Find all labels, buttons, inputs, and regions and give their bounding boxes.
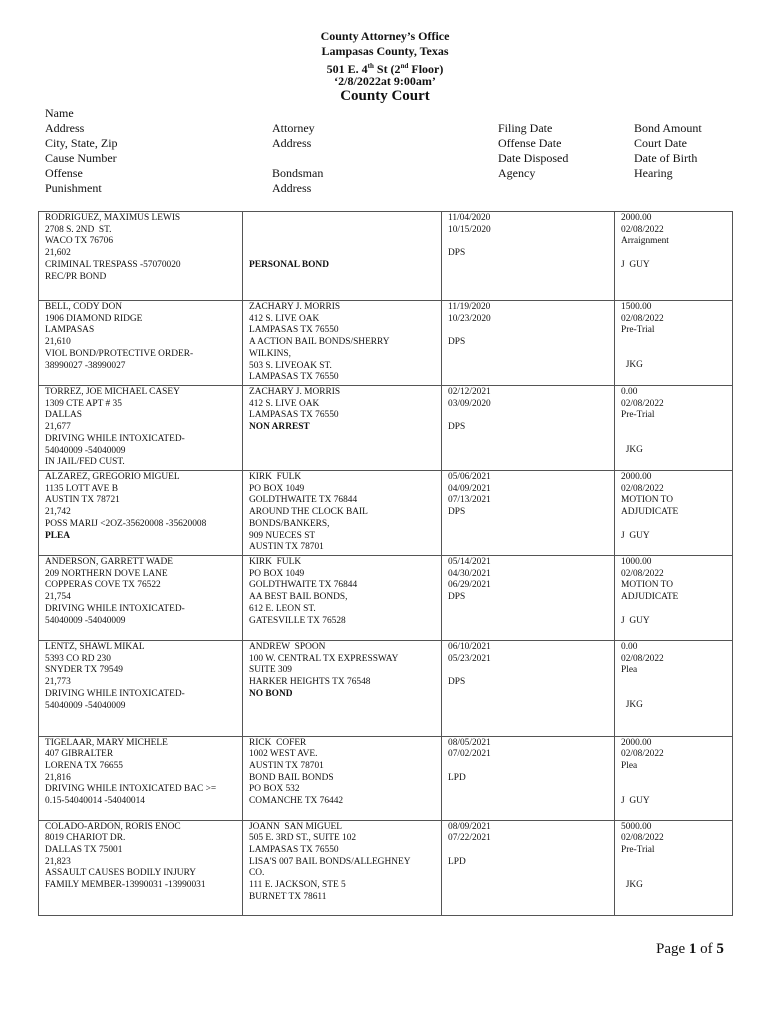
cell-line: LAMPASAS TX 76550 bbox=[249, 410, 339, 421]
cell-line: 0.15-54040014 -54040014 bbox=[45, 796, 145, 807]
cell-line: 02/12/2021 bbox=[448, 387, 491, 397]
cell-line: Plea bbox=[621, 761, 638, 771]
cell-line bbox=[621, 372, 726, 384]
cell-line: VIOL BOND/PROTECTIVE ORDER- bbox=[45, 348, 194, 359]
legend-label: Date of Birth bbox=[634, 151, 698, 165]
cell-line: PO BOX 1049 bbox=[249, 483, 305, 494]
cell-line bbox=[448, 434, 608, 446]
cell-line: 21,742 bbox=[45, 507, 71, 518]
cell-line: 5393 CO RD 230 bbox=[45, 653, 111, 664]
cell-line: BONDS/BANKERS, bbox=[249, 518, 330, 529]
cell-line: WILKINS, bbox=[249, 348, 291, 359]
cell-line bbox=[621, 434, 726, 446]
cell-line: 05/14/2021 bbox=[448, 557, 491, 567]
legend-label: Attorney bbox=[272, 121, 315, 135]
cell-line: 505 E. 3RD ST., SUITE 102 bbox=[249, 833, 357, 844]
cell-line bbox=[249, 627, 435, 639]
cell-line: ADJUDICATE bbox=[621, 507, 679, 518]
cell-line bbox=[448, 665, 608, 677]
cell-line: 07/13/2021 bbox=[448, 495, 491, 506]
cell-line bbox=[45, 372, 236, 384]
cell-line: BOND BAIL BONDS bbox=[249, 772, 334, 783]
cell-line: J GUY bbox=[621, 796, 650, 807]
cell-line: 10/23/2020 bbox=[448, 313, 491, 324]
cell-line bbox=[448, 784, 608, 796]
cell-line: 02/08/2022 bbox=[621, 749, 664, 760]
cell-line: SNYDER TX 79549 bbox=[45, 665, 123, 676]
legend-column-bond bbox=[634, 106, 702, 181]
bond-cell bbox=[615, 736, 733, 820]
cell-line: PO BOX 1049 bbox=[249, 568, 305, 579]
defendant-cell bbox=[39, 556, 243, 641]
cell-line: LPD bbox=[448, 772, 466, 783]
defendant-cell bbox=[39, 641, 243, 737]
dates-cell bbox=[442, 556, 615, 641]
cell-line: ANDREW SPOON bbox=[249, 642, 326, 652]
cell-line: JKG bbox=[621, 360, 643, 371]
cell-line: DPS bbox=[448, 507, 466, 518]
cell-line bbox=[448, 796, 608, 808]
cell-line bbox=[249, 213, 435, 225]
cell-line: DPS bbox=[448, 592, 466, 603]
cell-line bbox=[45, 627, 236, 639]
cell-line: 2000.00 bbox=[621, 737, 652, 748]
cell-line: Plea bbox=[621, 665, 638, 676]
legend-column-dates bbox=[498, 106, 568, 181]
office-title: County Attorney’s Office bbox=[320, 29, 450, 43]
attorney-cell bbox=[243, 212, 442, 301]
cell-line: JKG bbox=[621, 700, 643, 711]
cell-line: PLEA bbox=[45, 530, 71, 541]
cell-line bbox=[621, 337, 726, 349]
cell-line bbox=[249, 457, 435, 469]
cell-line: LENTZ, SHAWL MIKAL bbox=[45, 642, 145, 652]
cell-line bbox=[448, 868, 608, 880]
cell-line bbox=[249, 724, 435, 736]
cell-line bbox=[448, 271, 608, 283]
cell-line: REC/PR BOND bbox=[45, 271, 107, 282]
cell-line: J GUY bbox=[621, 615, 650, 626]
attorney-cell bbox=[243, 820, 442, 916]
cell-line: DPS bbox=[448, 422, 466, 433]
cell-line: Arraignment bbox=[621, 236, 669, 247]
cell-line bbox=[621, 272, 726, 284]
cell-line: LISA'S 007 BAIL BONDS/ALLEGHNEY bbox=[249, 856, 411, 867]
cell-line bbox=[448, 410, 608, 422]
attorney-cell bbox=[243, 301, 442, 386]
cell-line: 21,602 bbox=[45, 248, 71, 259]
cell-line bbox=[621, 784, 726, 796]
legend-label: Address bbox=[272, 181, 312, 195]
bond-cell bbox=[615, 301, 733, 386]
cell-line bbox=[45, 892, 236, 904]
defendant-cell bbox=[39, 301, 243, 386]
cell-line bbox=[448, 616, 608, 628]
cell-line bbox=[621, 349, 726, 361]
cell-line: 38990027 -38990027 bbox=[45, 360, 126, 371]
attorney-cell bbox=[243, 556, 442, 641]
cell-line bbox=[448, 372, 608, 384]
cell-line bbox=[45, 542, 236, 554]
cell-line: HARKER HEIGHTS TX 76548 bbox=[249, 677, 371, 688]
cell-line: AUSTIN TX 78701 bbox=[249, 542, 324, 553]
cell-line: 06/29/2021 bbox=[448, 580, 491, 591]
cell-line: 21,823 bbox=[45, 856, 71, 867]
cell-line: 02/08/2022 bbox=[621, 653, 664, 664]
cell-line: ZACHARY J. MORRIS bbox=[249, 302, 341, 312]
cell-line: FAMILY MEMBER-13990031 -13990031 bbox=[45, 880, 206, 891]
cell-line bbox=[45, 724, 236, 736]
cell-line bbox=[621, 712, 726, 724]
cell-line: 412 S. LIVE OAK bbox=[249, 313, 320, 324]
cell-line bbox=[621, 903, 726, 915]
cell-line bbox=[249, 446, 435, 458]
page-indicator: Page 1 of 5 bbox=[656, 941, 724, 957]
cell-line: 21,754 bbox=[45, 592, 71, 603]
cell-line: GOLDTHWAITE TX 76844 bbox=[249, 580, 358, 591]
cell-line: GATESVILLE TX 76528 bbox=[249, 615, 346, 626]
case-row bbox=[39, 736, 733, 820]
cell-line bbox=[45, 904, 236, 916]
cell-line: 02/08/2022 bbox=[621, 483, 664, 494]
cell-line: ZACHARY J. MORRIS bbox=[249, 387, 341, 397]
cell-line bbox=[448, 689, 608, 701]
cell-line: LAMPASAS TX 76550 bbox=[249, 325, 339, 336]
cell-line: 07/22/2021 bbox=[448, 833, 491, 844]
legend-label: Hearing bbox=[634, 166, 673, 180]
bond-cell bbox=[615, 212, 733, 301]
cell-line: MOTION TO bbox=[621, 580, 673, 591]
cell-line: DALLAS TX 75001 bbox=[45, 845, 123, 855]
cell-line: 03/09/2020 bbox=[448, 398, 491, 409]
cell-line: PO BOX 532 bbox=[249, 784, 300, 795]
cell-line bbox=[448, 325, 608, 337]
cell-line bbox=[621, 677, 726, 689]
cell-line: BELL, CODY DON bbox=[45, 302, 122, 312]
cell-line bbox=[621, 457, 726, 469]
cell-line: 54040009 -54040009 bbox=[45, 615, 126, 626]
cell-line bbox=[448, 880, 608, 892]
cell-line bbox=[448, 349, 608, 361]
cell-line bbox=[448, 542, 608, 554]
cell-line bbox=[448, 604, 608, 616]
cell-line: 503 S. LIVEOAK ST. bbox=[249, 360, 332, 371]
cell-line: AA BEST BAIL BONDS, bbox=[249, 592, 348, 603]
cell-line bbox=[249, 271, 435, 283]
cell-line: 100 W. CENTRAL TX EXPRESSWAY bbox=[249, 653, 399, 664]
cell-line bbox=[249, 248, 435, 260]
cell-line: JKG bbox=[621, 445, 643, 456]
cell-line: 08/09/2021 bbox=[448, 821, 491, 832]
case-table bbox=[38, 211, 733, 916]
legend-label: Address bbox=[272, 136, 312, 150]
cell-line: 8019 CHARIOT DR. bbox=[45, 833, 126, 844]
legend-label: Bond Amount bbox=[634, 121, 702, 135]
cell-line: 5000.00 bbox=[621, 821, 652, 832]
cell-line bbox=[448, 808, 608, 820]
cell-line: KIRK FULK bbox=[249, 472, 302, 482]
cell-line: 04/30/2021 bbox=[448, 568, 491, 579]
cell-line: 909 NUECES ST bbox=[249, 530, 316, 541]
bond-cell bbox=[615, 641, 733, 737]
cell-line: 612 E. LEON ST. bbox=[249, 603, 316, 614]
cell-line: 02/08/2022 bbox=[621, 833, 664, 844]
docket-date: ‘2/8/2022at 9:00am’ bbox=[334, 74, 436, 88]
cell-line: 0.00 bbox=[621, 642, 638, 652]
county-line: Lampasas County, Texas bbox=[321, 44, 449, 58]
cell-line: 1309 CTE APT # 35 bbox=[45, 398, 122, 409]
case-row bbox=[39, 641, 733, 737]
cell-line: AUSTIN TX 78721 bbox=[45, 495, 120, 506]
cell-line: 1000.00 bbox=[621, 557, 652, 567]
cell-line bbox=[45, 808, 236, 820]
cell-line: LORENA TX 76655 bbox=[45, 761, 123, 771]
cell-line: COPPERAS COVE TX 76522 bbox=[45, 580, 161, 591]
cell-line: WACO TX 76706 bbox=[45, 236, 114, 247]
cell-line: 1002 WEST AVE. bbox=[249, 749, 318, 760]
cell-line: CRIMINAL TRESPASS -57070020 bbox=[45, 259, 181, 270]
dates-cell bbox=[442, 471, 615, 556]
defendant-cell bbox=[39, 386, 243, 471]
cell-line: 02/08/2022 bbox=[621, 224, 664, 235]
cell-line: COLADO-ARDON, RORIS ENOC bbox=[45, 821, 181, 832]
legend-label: Bondsman bbox=[272, 166, 324, 180]
cell-line: 02/08/2022 bbox=[621, 398, 664, 409]
cell-line: 21,773 bbox=[45, 677, 71, 688]
cell-line: AUSTIN TX 78701 bbox=[249, 761, 324, 771]
bond-cell bbox=[615, 820, 733, 916]
cell-line bbox=[621, 868, 726, 880]
legend-label: Offense Date bbox=[498, 136, 562, 150]
cell-line: DPS bbox=[448, 677, 466, 688]
cell-line: DRIVING WHILE INTOXICATED- bbox=[45, 433, 185, 444]
cell-line bbox=[621, 627, 726, 639]
case-row bbox=[39, 820, 733, 916]
cell-line bbox=[45, 712, 236, 724]
legend-label: Agency bbox=[498, 166, 536, 180]
case-row bbox=[39, 301, 733, 386]
cell-line: 06/10/2021 bbox=[448, 642, 491, 652]
cell-line bbox=[448, 712, 608, 724]
cell-line bbox=[249, 225, 435, 237]
cell-line bbox=[621, 519, 726, 531]
cell-line: COMANCHE TX 76442 bbox=[249, 796, 344, 807]
cell-line bbox=[621, 724, 726, 736]
case-row bbox=[39, 386, 733, 471]
cell-line bbox=[448, 903, 608, 915]
cell-line: POSS MARIJ <2OZ-35620008 -35620008 bbox=[45, 518, 207, 529]
cell-line: 0.00 bbox=[621, 387, 638, 397]
cell-line: 05/06/2021 bbox=[448, 472, 491, 482]
cell-line: DPS bbox=[448, 337, 466, 348]
cell-line bbox=[448, 236, 608, 248]
cell-line: DRIVING WHILE INTOXICATED BAC >= bbox=[45, 784, 217, 795]
cell-line: GOLDTHWAITE TX 76844 bbox=[249, 495, 358, 506]
cell-line: DRIVING WHILE INTOXICATED- bbox=[45, 688, 185, 699]
legend-label: Date Disposed bbox=[498, 151, 569, 165]
legend-label: Name bbox=[45, 106, 74, 120]
bond-cell bbox=[615, 386, 733, 471]
cell-line: TIGELAAR, MARY MICHELE bbox=[45, 737, 168, 748]
cell-line bbox=[249, 808, 435, 820]
cell-line: Pre-Trial bbox=[621, 325, 655, 336]
defendant-cell bbox=[39, 736, 243, 820]
cell-line: 54040009 -54040009 bbox=[45, 700, 126, 711]
dates-cell bbox=[442, 736, 615, 820]
cell-line bbox=[621, 248, 726, 260]
case-row bbox=[39, 212, 733, 301]
cell-line: LAMPASAS TX 76550 bbox=[249, 845, 339, 855]
cell-line: 02/08/2022 bbox=[621, 313, 664, 324]
cell-line bbox=[448, 445, 608, 457]
cell-line: 04/09/2021 bbox=[448, 483, 491, 494]
cell-line: 2000.00 bbox=[621, 472, 652, 482]
cell-line bbox=[448, 892, 608, 904]
cell-line: 1135 LOTT AVE B bbox=[45, 483, 119, 494]
cell-line bbox=[621, 689, 726, 701]
cell-line: DALLAS bbox=[45, 410, 82, 421]
cell-line bbox=[448, 457, 608, 469]
dates-cell bbox=[442, 301, 615, 386]
cell-line: PERSONAL BOND bbox=[249, 259, 329, 270]
cell-line bbox=[621, 604, 726, 616]
cell-line: ALZAREZ, GREGORIO MIGUEL bbox=[45, 472, 180, 482]
cell-line: JOANN SAN MIGUEL bbox=[249, 821, 342, 832]
dates-cell bbox=[442, 641, 615, 737]
cell-line: SUITE 309 bbox=[249, 665, 292, 676]
cell-line: 11/04/2020 bbox=[448, 213, 491, 223]
cell-line bbox=[448, 531, 608, 543]
cell-line: CO. bbox=[249, 868, 265, 879]
cell-line bbox=[448, 700, 608, 712]
cell-line: 1500.00 bbox=[621, 302, 652, 312]
cell-line: 412 S. LIVE OAK bbox=[249, 398, 320, 409]
cell-line bbox=[249, 434, 435, 446]
cell-line bbox=[621, 857, 726, 869]
legend-label: Filing Date bbox=[498, 121, 553, 135]
attorney-cell bbox=[243, 736, 442, 820]
cell-line: DPS bbox=[448, 248, 466, 259]
cell-line: 10/15/2020 bbox=[448, 224, 491, 235]
cell-line: 21,677 bbox=[45, 422, 71, 433]
cell-line bbox=[249, 712, 435, 724]
legend-column-attorney bbox=[272, 106, 323, 196]
cell-line: Pre-Trial bbox=[621, 845, 655, 855]
cell-line bbox=[621, 422, 726, 434]
cell-line bbox=[448, 260, 608, 272]
cell-line bbox=[448, 627, 608, 639]
cell-line: 21,610 bbox=[45, 337, 71, 348]
cell-line: A ACTION BAIL BONDS/SHERRY bbox=[249, 337, 390, 348]
dates-cell bbox=[442, 386, 615, 471]
cell-line: 2708 S. 2ND ST. bbox=[45, 224, 112, 235]
cell-line bbox=[448, 845, 608, 857]
cell-line: J GUY bbox=[621, 530, 650, 541]
cell-line: 111 E. JACKSON, STE 5 bbox=[249, 880, 346, 891]
defendant-cell bbox=[39, 471, 243, 556]
attorney-cell bbox=[243, 641, 442, 737]
cell-line bbox=[621, 892, 726, 904]
cell-line: Pre-Trial bbox=[621, 410, 655, 421]
legend-label: Court Date bbox=[634, 136, 687, 150]
case-row bbox=[39, 471, 733, 556]
cell-line: 05/23/2021 bbox=[448, 653, 491, 664]
legend-label: Cause Number bbox=[45, 151, 117, 165]
cell-line: NON ARREST bbox=[249, 422, 310, 433]
cell-line: ADJUDICATE bbox=[621, 592, 679, 603]
cell-line: 54040009 -54040009 bbox=[45, 445, 126, 456]
cell-line bbox=[621, 542, 726, 554]
cell-line: 02/08/2022 bbox=[621, 568, 664, 579]
cell-line bbox=[448, 761, 608, 773]
legend-label: City, State, Zip bbox=[45, 136, 118, 150]
dates-cell bbox=[442, 820, 615, 916]
cell-line: JKG bbox=[621, 880, 643, 891]
cell-line: 1906 DIAMOND RIDGE bbox=[45, 313, 143, 324]
cell-line: TORREZ, JOE MICHAEL CASEY bbox=[45, 387, 180, 397]
cell-line: ANDERSON, GARRETT WADE bbox=[45, 557, 174, 567]
cell-line: RODRIGUEZ, MAXIMUS LEWIS bbox=[45, 213, 181, 223]
defendant-cell bbox=[39, 820, 243, 916]
cell-line bbox=[249, 701, 435, 713]
cell-line: LAMPASAS TX 76550 bbox=[249, 372, 339, 383]
cell-line bbox=[448, 360, 608, 372]
cell-line: 11/19/2020 bbox=[448, 302, 491, 312]
cell-line bbox=[448, 724, 608, 736]
cell-line: 07/02/2021 bbox=[448, 749, 491, 760]
cell-line: 209 NORTHERN DOVE LANE bbox=[45, 568, 168, 579]
cell-line: BURNET TX 78611 bbox=[249, 891, 327, 902]
cell-line: 2000.00 bbox=[621, 213, 652, 223]
cell-line bbox=[249, 236, 435, 248]
attorney-cell bbox=[243, 471, 442, 556]
cell-line: DRIVING WHILE INTOXICATED- bbox=[45, 603, 185, 614]
dates-cell bbox=[442, 212, 615, 301]
bond-cell bbox=[615, 556, 733, 641]
legend-label: Offense bbox=[45, 166, 83, 180]
court-title: County Court bbox=[340, 88, 430, 104]
cell-line: NO BOND bbox=[249, 688, 293, 699]
defendant-cell bbox=[39, 212, 243, 301]
cell-line bbox=[249, 904, 435, 916]
cell-line: IN JAIL/FED CUST. bbox=[45, 457, 125, 468]
cell-line: RICK COFER bbox=[249, 737, 307, 748]
cell-line: 407 GIBRALTER bbox=[45, 749, 114, 760]
case-row bbox=[39, 556, 733, 641]
address-line: 501 E. 4th St (2nd Floor) bbox=[326, 62, 444, 76]
cell-line: LAMPASAS bbox=[45, 325, 95, 336]
legend-column-defendant bbox=[45, 106, 118, 196]
cell-line bbox=[621, 773, 726, 785]
cell-line bbox=[621, 808, 726, 820]
bond-cell bbox=[615, 471, 733, 556]
cell-line: 21,816 bbox=[45, 772, 71, 783]
attorney-cell bbox=[243, 386, 442, 471]
cell-line: J GUY bbox=[621, 259, 650, 270]
cell-line: 08/05/2021 bbox=[448, 737, 491, 748]
legend-label: Punishment bbox=[45, 181, 102, 195]
cell-line: LPD bbox=[448, 856, 466, 867]
cell-line: ASSAULT CAUSES BODILY INJURY bbox=[45, 868, 197, 879]
legend-label: Address bbox=[45, 121, 85, 135]
cell-line: KIRK FULK bbox=[249, 557, 302, 567]
cell-line: MOTION TO bbox=[621, 495, 673, 506]
cell-line bbox=[448, 519, 608, 531]
cell-line: AROUND THE CLOCK BAIL bbox=[249, 507, 368, 518]
